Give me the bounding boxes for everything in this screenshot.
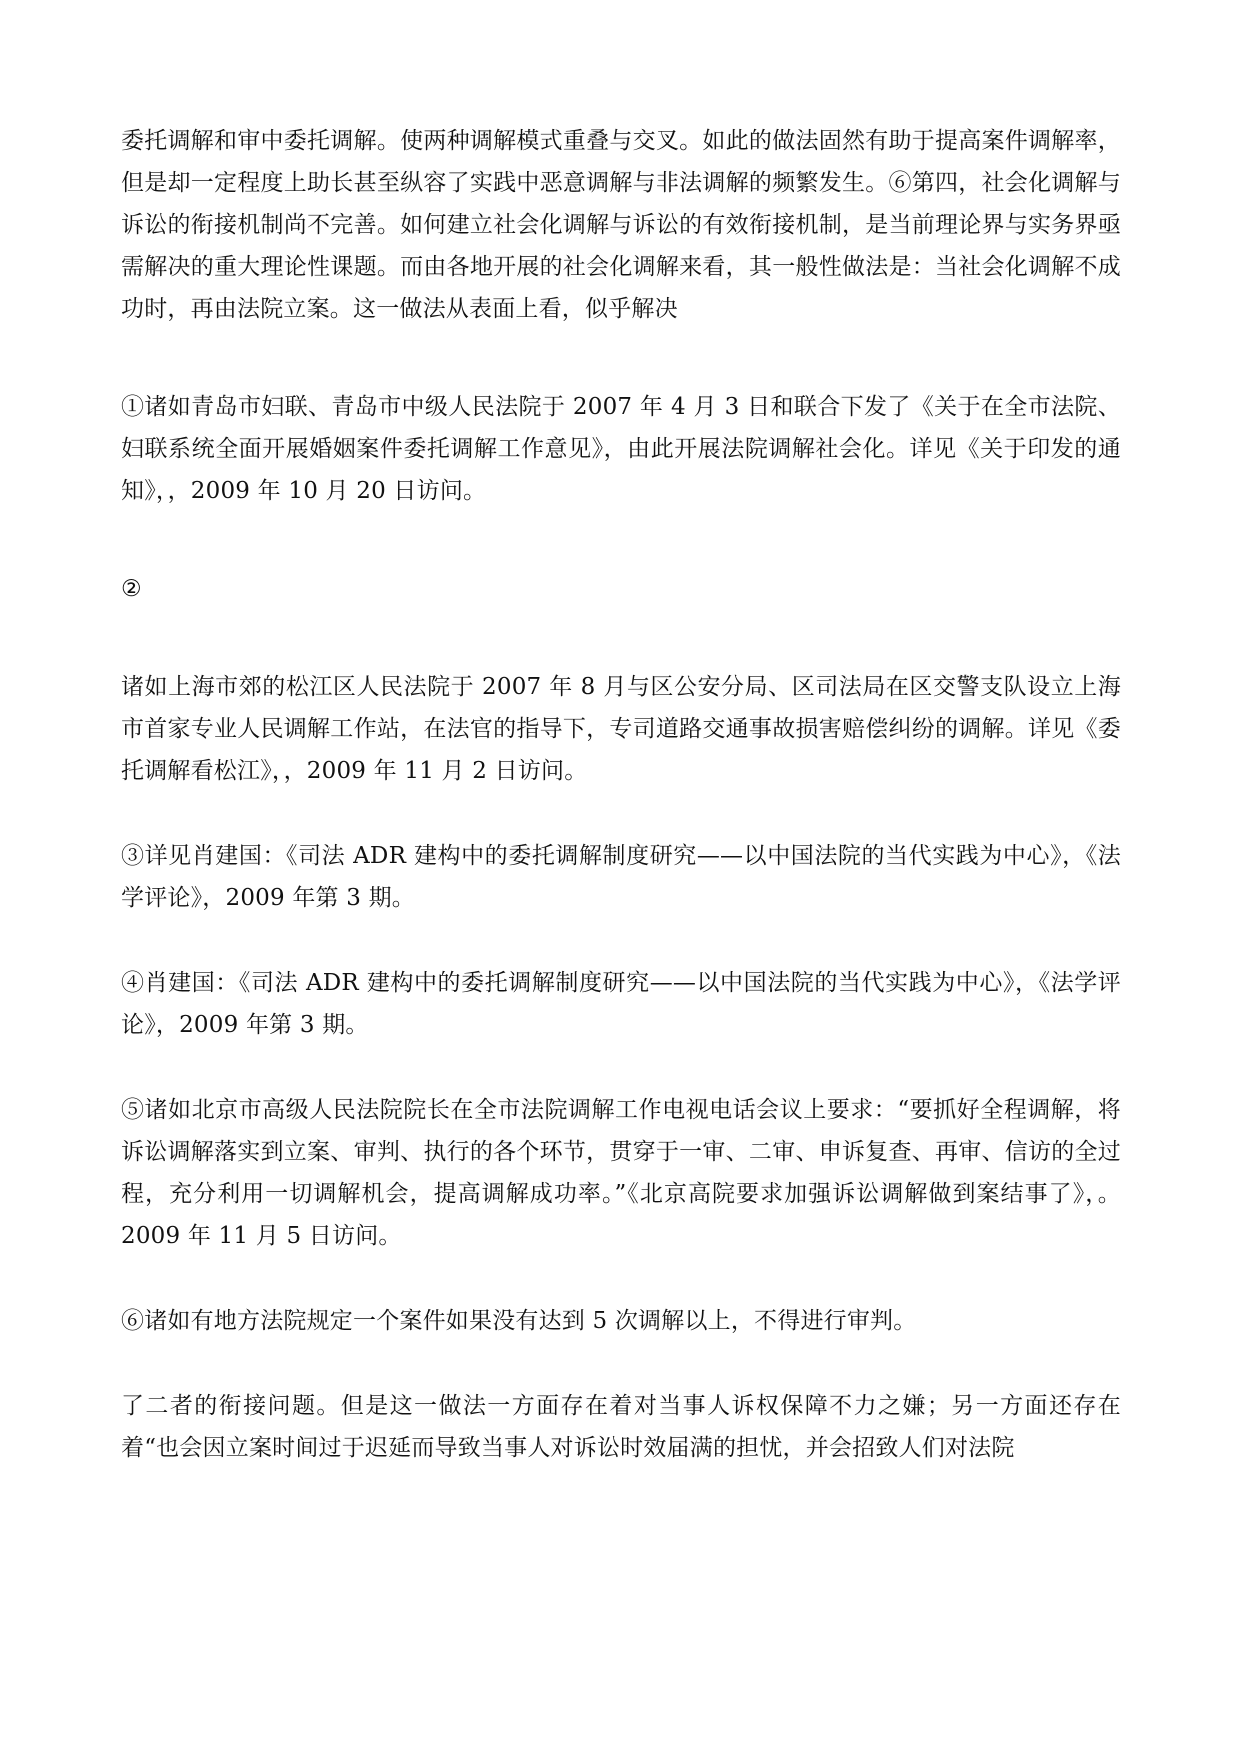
footnote-2-text: 诸如上海市郊的松江区人民法院于 2007 年 8 月与区公安分局、区司法局在区交警支队设立上海市首家专业人民调解工作站，在法官的指导下，专司道路交通事故损害赔偿纠纷的调解。详见《委托调解看松江》，，2009 年 11 月 2 日访问。 (121, 674, 1121, 784)
main-paragraph: 委托调解和审中委托调解。使两种调解模式重叠与交叉。如此的做法固然有助于提高案件调解率，但是却一定程度上助长甚至纵容了实践中恶意调解与非法调解的频繁发生。⑥第四，社会化调解与诉讼的衔接机制尚不完善。如何建立社会化调解与诉讼的有效衔接机制，是当前理论界与实务界亟需解决的重大理论性课题。而由各地开展的社会化调解来看，其一般性做法是：当社会化调解不成功时，再由法院立案。这一做法从表面上看，似乎解决 (121, 128, 1121, 322)
spacer (121, 919, 1121, 962)
footnote-2-marker: ② (121, 576, 142, 602)
spacer (121, 792, 1121, 835)
footnote-4: ④肖建国：《司法 ADR 建构中的委托调解制度研究——以中国法院的当代实践为中心》，《法学评论》，2009 年第 3 期。 (121, 970, 1121, 1038)
spacer (121, 512, 1121, 568)
spacer (121, 1342, 1121, 1385)
spacer (121, 1257, 1121, 1300)
footnote-6: ⑥诸如有地方法院规定一个案件如果没有达到 5 次调解以上，不得进行审判。 (121, 1308, 917, 1334)
footnote-5: ⑤诸如北京市高级人民法院院长在全市法院调解工作电视电话会议上要求：“要抓好全程调解，将诉讼调解落实到立案、审判、执行的各个环节，贯穿于一审、二审、申诉复查、再审、信访的全过程，充分利用一切调解机会，提高调解成功率。”《北京高院要求加强诉讼调解做到案结事了》，。2009 年 11 月 5 日访问。 (121, 1097, 1121, 1249)
footnote-1: ①诸如青岛市妇联、青岛市中级人民法院于 2007 年 4 月 3 日和联合下发了《关于在全市法院、妇联系统全面开展婚姻案件委托调解工作意见》，由此开展法院调解社会化。详见《关于印发的通知》，，2009 年 10 月 20 日访问。 (121, 394, 1121, 504)
spacer (121, 610, 1121, 666)
spacer (121, 330, 1121, 386)
footnote-3: ③详见肖建国：《司法 ADR 建构中的委托调解制度研究——以中国法院的当代实践为中心》，《法学评论》，2009 年第 3 期。 (121, 843, 1121, 911)
document-body (121, 120, 1121, 1469)
spacer (121, 1046, 1121, 1089)
continuation-paragraph: 了二者的衔接问题。但是这一做法一方面存在着对当事人诉权保障不力之嫌；另一方面还存在着“也会因立案时间过于迟延而导致当事人对诉讼时效届满的担忧，并会招致人们对法院 (121, 1393, 1121, 1461)
